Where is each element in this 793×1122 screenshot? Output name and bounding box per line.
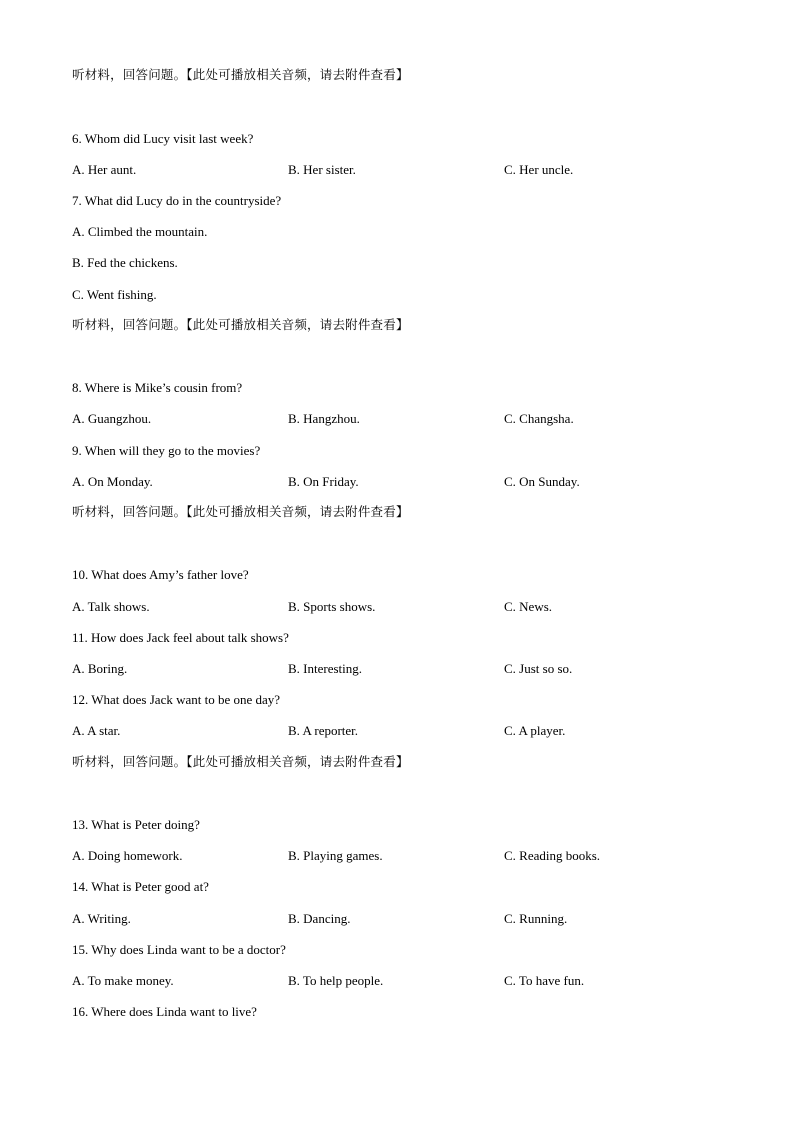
- option-b: B. On Friday.: [288, 474, 359, 489]
- question-16: 16. Where does Linda want to live?: [72, 1004, 257, 1019]
- option-b: B. Her sister.: [288, 162, 356, 177]
- option-a: A. Boring.: [72, 661, 128, 676]
- option-c: C. News.: [504, 599, 553, 614]
- option-a: A. Her aunt.: [72, 162, 137, 177]
- option-c: C. On Sunday.: [504, 474, 580, 489]
- option-7b: B. Fed the chickens.: [72, 255, 178, 270]
- option-c: C. Her uncle.: [504, 162, 574, 177]
- audio-instruction: 听材料，回答问题。【此处可播放相关音频，请去附件查看】: [72, 317, 409, 332]
- question-8: 8. Where is Mike’s cousin from?: [72, 380, 243, 395]
- question-6: 6. Whom did Lucy visit last week?: [72, 131, 254, 146]
- option-7c: C. Went fishing.: [72, 287, 157, 302]
- audio-instruction: 听材料，回答问题。【此处可播放相关音频，请去附件查看】: [72, 504, 409, 519]
- audio-instruction: 听材料，回答问题。【此处可播放相关音频，请去附件查看】: [72, 67, 409, 82]
- question-10: 10. What does Amy’s father love?: [72, 567, 249, 582]
- question-7: 7. What did Lucy do in the countryside?: [72, 193, 282, 208]
- option-b: B. A reporter.: [288, 723, 359, 738]
- option-c: C. Just so so.: [504, 661, 573, 676]
- option-b: B. Interesting.: [288, 661, 363, 676]
- option-b: B. To help people.: [288, 973, 384, 988]
- option-7a: A. Climbed the mountain.: [72, 224, 208, 239]
- question-15: 15. Why does Linda want to be a doctor?: [72, 942, 286, 957]
- option-b: B. Sports shows.: [288, 599, 376, 614]
- option-c: C. A player.: [504, 723, 566, 738]
- option-a: A. Writing.: [72, 911, 131, 926]
- option-c: C. Reading books.: [504, 848, 601, 863]
- option-b: B. Dancing.: [288, 911, 351, 926]
- audio-instruction: 听材料，回答问题。【此处可播放相关音频，请去附件查看】: [72, 754, 409, 769]
- option-a: A. To make money.: [72, 973, 174, 988]
- option-a: A. On Monday.: [72, 474, 153, 489]
- option-a: A. Talk shows.: [72, 599, 150, 614]
- option-a: A. A star.: [72, 723, 121, 738]
- question-9: 9. When will they go to the movies?: [72, 443, 261, 458]
- question-14: 14. What is Peter good at?: [72, 879, 209, 894]
- option-b: B. Playing games.: [288, 848, 383, 863]
- option-a: A. Guangzhou.: [72, 411, 152, 426]
- question-13: 13. What is Peter doing?: [72, 817, 200, 832]
- option-a: A. Doing homework.: [72, 848, 183, 863]
- question-11: 11. How does Jack feel about talk shows?: [72, 630, 289, 645]
- option-c: C. To have fun.: [504, 973, 585, 988]
- option-b: B. Hangzhou.: [288, 411, 360, 426]
- question-12: 12. What does Jack want to be one day?: [72, 692, 281, 707]
- option-c: C. Running.: [504, 911, 568, 926]
- option-c: C. Changsha.: [504, 411, 574, 426]
